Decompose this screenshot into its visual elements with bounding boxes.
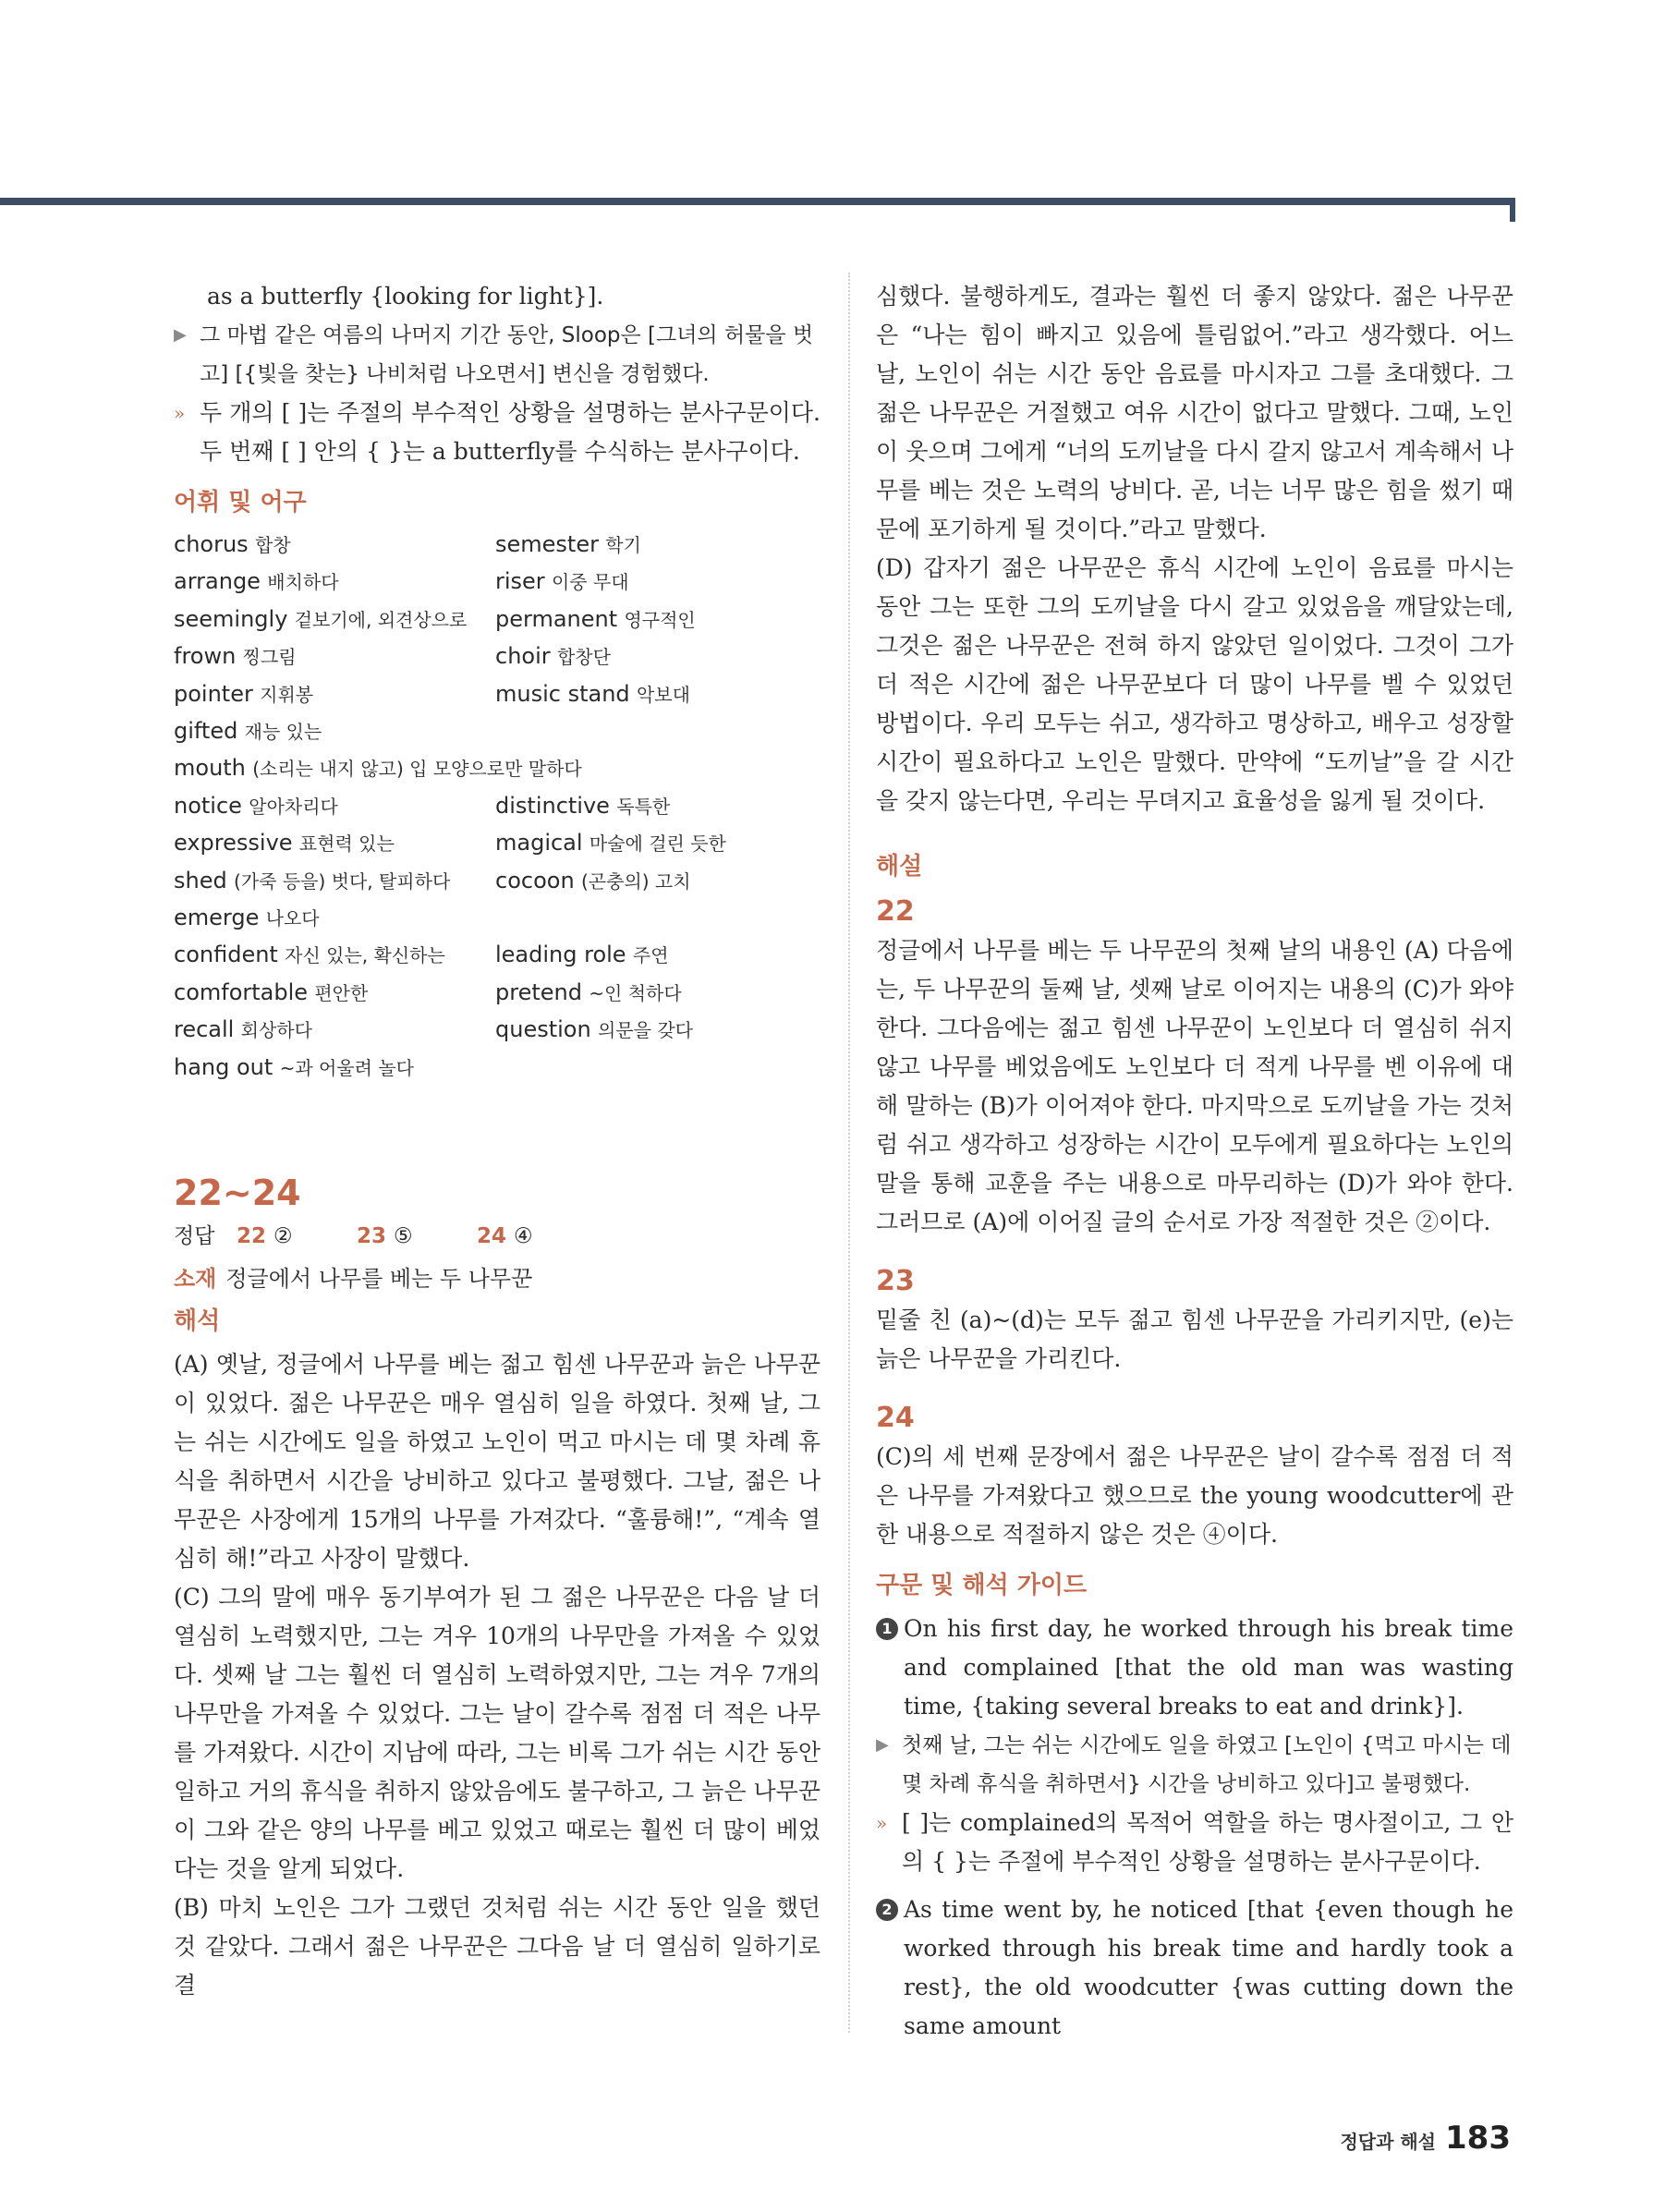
- vocab-item: [174, 900, 495, 937]
- vocab-meaning: 합창단: [556, 646, 611, 669]
- vocab-meaning: 겉보기에, 외견상으로: [294, 608, 468, 631]
- vocab-meaning: 배치하다: [267, 571, 339, 594]
- triangle-icon: ▶: [174, 325, 187, 345]
- q24-number: 24: [876, 1402, 915, 1434]
- vocab-word: expressive: [174, 830, 293, 857]
- vocab-meaning: 회상하다: [240, 1019, 312, 1042]
- guide-1-sentence: On his first day, he worked through his break time and complained [that the old man was wasting time, {taking several breaks to eat and drink}].: [904, 1615, 1513, 1720]
- top-rule-tick: [1510, 198, 1515, 222]
- answer-24: 24 ④: [477, 1224, 533, 1249]
- vocab-meaning: 편안한: [314, 981, 369, 1004]
- guide-1-note-text: [ ]는 complained의 목적어 역할을 하는 명사절이고, 그 안의 { }는 주절에 부수적인 상황을 설명하는 분사구문이다.: [902, 1809, 1513, 1875]
- vocab-meaning: 의문을 갖다: [598, 1019, 693, 1042]
- vocab-word: comfortable: [174, 978, 309, 1005]
- vocab-meaning: (소리는 내지 않고) 입 모양으로만 말하다: [252, 758, 582, 781]
- answer-23: 23 ⑤: [357, 1224, 413, 1249]
- vocab-word: riser: [495, 568, 545, 595]
- vocab-item: [495, 863, 820, 900]
- number-circle-icon: 2: [876, 1899, 898, 1921]
- number-circle-icon: 1: [876, 1618, 898, 1640]
- right-column: [876, 277, 1513, 2046]
- vocab-meaning: 합창: [254, 534, 291, 556]
- vocab-word: shed: [174, 867, 227, 893]
- vocab-item: [174, 527, 495, 564]
- vocab-word: question: [495, 1016, 591, 1043]
- top-rule: [0, 198, 1515, 205]
- translation-paragraph-c: (C) 그의 말에 매우 동기부여가 된 그 젊은 나무꾼은 다음 날 더 열심히 노력했지만, 그는 겨우 10개의 나무만을 가져올 수 있었다. 셋째 날 그는 훨씬 더 열심히 노력하였지만, 그는 겨우 7개의 나무만을 가져올 수 있었다. 그는 날이 갈수록 점점 더 적은 나무를 가져왔다. 시간이 지남에 따라, 그는 비록 그가 쉬는 시간 동안 일하고 거의 휴식을 취하지 않았음에도 불구하고, 그 늙은 나무꾼이 그와 같은 양의 나무를 베고 있었고 때로는 훨씬 더 많이 베었다는 것을 알게 되었다.: [174, 1584, 820, 1883]
- vocab-item: [495, 788, 820, 825]
- vocab-item: [495, 1012, 820, 1049]
- vocab-word: music stand: [495, 680, 630, 707]
- vocab-word: gifted: [174, 718, 238, 745]
- left-column: [174, 277, 820, 2005]
- vocab-item: [495, 602, 820, 638]
- vocab-meaning: 이중 무대: [551, 571, 629, 594]
- vocab-item: [495, 564, 820, 601]
- vocab-meaning: 악보대: [636, 683, 690, 706]
- vocab-word: seemingly: [174, 605, 288, 632]
- guide-2-sentence: As time went by, he noticed [that {even though he worked through his break time and hardly took a rest}, the old woodcutter {was cutting down the same amount: [904, 1896, 1513, 2039]
- topic-text: 정글에서 나무를 베는 두 나무꾼: [225, 1266, 533, 1293]
- explanation-heading: 해설: [876, 853, 923, 881]
- vocab-word: semester: [495, 531, 599, 557]
- vocab-word: cocoon: [495, 867, 575, 893]
- vocab-item: [174, 676, 495, 713]
- vocab-meaning: 표현력 있는: [298, 833, 395, 856]
- vocab-word: recall: [174, 1016, 235, 1043]
- guide-item-2: [876, 1890, 1513, 2046]
- vocab-meaning: 재능 있는: [244, 721, 322, 744]
- vocab-word: chorus: [174, 531, 249, 557]
- double-chevron-icon: »: [876, 1812, 888, 1834]
- set-title: 22~24: [174, 1173, 301, 1214]
- vocab-item: [174, 825, 495, 862]
- vocab-meaning: 영구적인: [624, 608, 696, 631]
- vocab-meaning: 마술에 걸린 듯한: [589, 833, 726, 856]
- vocab-item: [174, 863, 495, 900]
- translation-paragraph-b: (B) 마치 노인은 그가 그랬던 것처럼 쉬는 시간 동안 일을 했던 것 같았다. 그래서 젊은 나무꾼은 그다음 날 더 열심히 일하기로 결: [174, 1894, 820, 1999]
- vocab-item: [174, 1050, 495, 1087]
- prev-sentence: as a butterfly {looking for light}].: [207, 283, 604, 310]
- double-chevron-icon: »: [174, 402, 186, 424]
- vocab-item: [174, 602, 495, 638]
- vocab-list: [174, 527, 820, 1087]
- vocab-item: [174, 564, 495, 601]
- translation-paragraph-d: (D) 갑자기 젊은 나무꾼은 휴식 시간에 노인이 음료를 마시는 동안 그는 또한 그의 도끼날을 다시 갈고 있었음을 깨달았는데, 그것은 젊은 나무꾼은 전혀 하지 않았던 일이었다. 그것이 그가 더 적은 시간에 젊은 나무꾼보다 더 많이 나무를 벨 수 있었던 방법이다. 우리 모두는 쉬고, 생각하고 명상하고, 배우고 성장할 시간이 필요하다고 노인은 말했다. 만약에 “도끼날”을 갈 시간을 갖지 않는다면, 우리는 무뎌지고 효율성을 잃게 될 것이다.: [876, 554, 1513, 814]
- vocab-item: [174, 750, 820, 787]
- vocab-item: [174, 638, 495, 675]
- vocab-word: notice: [174, 792, 242, 819]
- vocab-word: emerge: [174, 905, 260, 931]
- vocab-heading: 어휘 및 어구: [174, 489, 307, 517]
- footer-label: 정답과 해설: [1340, 2131, 1437, 2153]
- vocab-word: hang out: [174, 1053, 273, 1080]
- vocab-meaning: ~과 어울려 놀다: [279, 1056, 415, 1079]
- vocab-word: permanent: [495, 605, 618, 632]
- guide-heading: 구문 및 해석 가이드: [876, 1572, 1088, 1599]
- vocab-item: [174, 975, 495, 1012]
- vocab-meaning: 독특한: [616, 795, 671, 818]
- vocab-item: [495, 825, 820, 862]
- vocab-item: [174, 937, 495, 974]
- vocab-meaning: 학기: [605, 534, 641, 556]
- vocab-word: magical: [495, 830, 583, 857]
- vocab-meaning: ~인 척하다: [589, 981, 682, 1004]
- vocab-item: [174, 788, 495, 825]
- vocab-spacer: [495, 1050, 820, 1087]
- vocab-word: arrange: [174, 568, 261, 595]
- column-divider: [848, 273, 850, 2033]
- answer-label: 정답: [174, 1224, 215, 1249]
- prev-translation-text: 그 마법 같은 여름의 나머지 기간 동안, Sloop은 [그녀의 허물을 벗고] [{빛을 찾는} 나비처럼 나오면서] 변신을 경험했다.: [200, 323, 814, 386]
- vocab-item: [495, 975, 820, 1012]
- page-number: 183: [1445, 2120, 1511, 2157]
- vocab-meaning: 자신 있는, 확신하는: [285, 944, 445, 967]
- prev-note-text: 두 개의 [ ]는 주절의 부수적인 상황을 설명하는 분사구문이다. 두 번째 [ ] 안의 { }는 a butterfly를 수식하는 분사구이다.: [200, 399, 820, 465]
- vocab-meaning: 찡그림: [242, 646, 297, 669]
- vocab-word: leading role: [495, 942, 626, 968]
- vocab-meaning: 주연: [632, 944, 669, 967]
- vocab-word: frown: [174, 643, 237, 670]
- guide-1-translation-text: 첫째 날, 그는 쉬는 시간에도 일을 하였고 [노인이 {먹고 마시는 데 몇 차례 휴식을 취하면서} 시간을 낭비하고 있다]고 불평했다.: [902, 1733, 1512, 1796]
- vocab-meaning: 지휘봉: [260, 683, 314, 706]
- vocab-word: choir: [495, 643, 551, 670]
- vocab-item: [174, 1012, 495, 1049]
- vocab-meaning: 나오다: [265, 907, 320, 930]
- vocab-word: mouth: [174, 755, 246, 782]
- answer-22: 22 ②: [237, 1224, 293, 1249]
- vocab-spacer: [495, 900, 820, 937]
- guide-1-note: [876, 1804, 1513, 1881]
- vocab-word: pointer: [174, 680, 253, 707]
- vocab-item: [495, 638, 820, 675]
- translation-paragraph-b-cont: 심했다. 불행하게도, 결과는 훨씬 더 좋지 않았다. 젊은 나무꾼은 “나는 힘이 빠지고 있음에 틀림없어.”라고 생각했다. 어느 날, 노인이 쉬는 시간 동안 음료를 마시자고 그를 초대했다. 그 젊은 나무꾼은 거절했고 여유 시간이 없다고 말했다. 그때, 노인이 웃으며 그에게 “너의 도끼날을 다시 갈지 않고서 계속해서 나무를 베는 것은 노력의 낭비다. 곧, 너는 너무 많은 힘을 썼기 때문에 포기하게 될 것이다.”라고 말했다.: [876, 283, 1513, 542]
- topic-label: 소재: [174, 1266, 217, 1293]
- vocab-meaning: (곤충의) 고치: [580, 869, 691, 893]
- translation-paragraph-a: (A) 옛날, 정글에서 나무를 베는 젊고 힘센 나무꾼과 늙은 나무꾼이 있었다. 젊은 나무꾼은 매우 열심히 일을 하였다. 첫째 날, 그는 쉬는 시간에도 일을 하였고 노인이 먹고 마시는 데 몇 차례 휴식을 취하면서 시간을 낭비하고 있다고 불평했다. 그날, 젊은 나무꾼은 사장에게 15개의 나무를 가져갔다. “훌륭해!”, “계속 열심히 해!”라고 사장이 말했다.: [174, 1351, 820, 1573]
- guide-item-1: [876, 1610, 1513, 1726]
- vocab-word: distinctive: [495, 792, 610, 819]
- vocab-word: confident: [174, 942, 278, 968]
- vocab-item: [174, 713, 495, 750]
- vocab-item: [495, 676, 820, 713]
- q22-explanation: 정글에서 나무를 베는 두 나무꾼의 첫째 날의 내용인 (A) 다음에는, 두 나무꾼의 둘째 날, 셋째 날로 이어지는 내용의 (C)가 와야 한다. 그다음에는 젊고 힘센 나무꾼이 노인보다 더 열심히 쉬지 않고 나무를 베었음에도 노인보다 더 적게 나무를 벤 이유에 대해 말하는 (B)가 이어져야 한다. 마지막으로 도끼날을 가는 것처럼 쉬고 생각하고 성장하는 시간이 모두에게 필요하다는 노인의 말을 통해 교훈을 주는 내용으로 마무리하는 (D)가 와야 한다. 그러므로 (A)에 이어질 글의 순서로 가장 적절한 것은 ②이다.: [876, 937, 1513, 1235]
- answer-row: [174, 1216, 820, 1257]
- vocab-meaning: 알아차리다: [249, 795, 338, 818]
- vocab-word: pretend: [495, 978, 582, 1005]
- triangle-icon: ▶: [876, 1735, 889, 1755]
- translation-heading: 해석: [174, 1307, 221, 1336]
- vocab-item: [495, 527, 820, 564]
- page-footer: [1340, 2120, 1511, 2157]
- q24-explanation: (C)의 세 번째 문장에서 젊은 나무꾼은 날이 갈수록 점점 더 적은 나무를 가져왔다고 했으므로 the young woodcutter에 관한 내용으로 적절하지 않은 것은 ④이다.: [876, 1443, 1513, 1548]
- vocab-meaning: (가죽 등을) 벗다, 탈피하다: [234, 869, 451, 893]
- q23-explanation: 밑줄 친 (a)~(d)는 모두 젊고 힘센 나무꾼을 가리키지만, (e)는 늙은 나무꾼을 가리킨다.: [876, 1307, 1513, 1372]
- topic-row: [174, 1257, 820, 1301]
- guide-1-translation: [876, 1726, 1513, 1804]
- vocab-item: [495, 937, 820, 974]
- q22-number: 22: [876, 895, 915, 928]
- prev-translation: [174, 316, 820, 394]
- prev-note: [174, 394, 820, 471]
- vocab-spacer: [495, 713, 820, 750]
- q23-number: 23: [876, 1265, 915, 1297]
